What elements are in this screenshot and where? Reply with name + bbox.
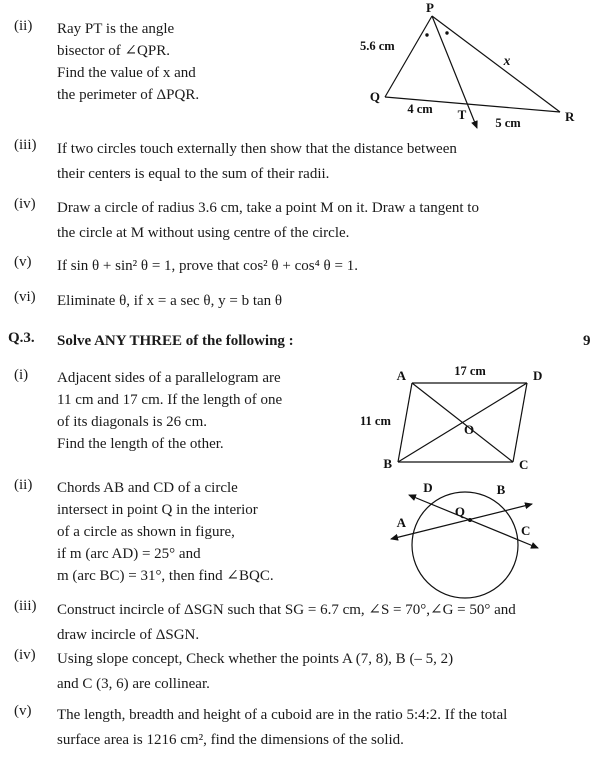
question-item-q2-iii xyxy=(0,137,606,187)
question-line: 11 cm and 17 cm. If the length of one xyxy=(57,392,283,408)
side-length-pq: 5.6 cm xyxy=(360,39,395,53)
secant-line-dc xyxy=(409,495,538,548)
point-label-q: Q xyxy=(454,504,465,519)
question-line: Chords AB and CD of a circle xyxy=(57,480,238,496)
vertex-label-t: T xyxy=(457,107,467,122)
vertex-label-q: Q xyxy=(369,89,380,104)
vertex-label-b: B xyxy=(383,456,392,471)
vertex-label-p: P xyxy=(426,0,434,15)
question-text xyxy=(57,647,606,697)
circle-chords-figure xyxy=(370,478,580,600)
question-line: Find the value of x and xyxy=(57,65,196,81)
question-heading-q3 xyxy=(0,330,606,352)
vertex-label-a: A xyxy=(396,368,406,383)
question-line: draw incircle of ΔSGN. xyxy=(57,627,200,643)
question-item-q2-vi xyxy=(0,289,606,314)
vertex-label-c: C xyxy=(519,457,529,472)
question-line: and C (3, 6) are collinear. xyxy=(57,676,210,692)
question-text xyxy=(57,137,606,187)
segment-length-tr: 5 cm xyxy=(495,116,521,130)
point-label-c: C xyxy=(521,523,531,538)
question-line: If sin θ + sin² θ = 1, prove that cos² θ + cos⁴ θ = 1. xyxy=(57,258,358,274)
question-item-q3-iv xyxy=(0,647,606,697)
angle-mark-dot xyxy=(445,31,448,34)
question-line: of its diagonals is 26 cm. xyxy=(57,414,207,430)
side-length-pr: x xyxy=(503,53,511,68)
point-label-b: B xyxy=(496,482,506,497)
question-item-q3-v xyxy=(0,703,606,753)
question-number: (ii) xyxy=(14,477,33,493)
question-item-q2-iv xyxy=(0,196,606,246)
circle-outline xyxy=(412,492,518,598)
vertex-label-r: R xyxy=(565,109,575,124)
question-number: (iii) xyxy=(14,137,37,153)
triangle-figure xyxy=(352,2,602,140)
intersection-point-q xyxy=(468,518,472,522)
question-number: (iii) xyxy=(14,598,37,614)
question-line: Draw a circle of radius 3.6 cm, take a point M on it. Draw a tangent to xyxy=(57,200,479,216)
question-text xyxy=(57,703,606,753)
question-item-q2-v xyxy=(0,254,606,279)
question-line: The length, breadth and height of a cuboid are in the ratio 5:4:2. If the total xyxy=(57,707,508,723)
question-line: intersect in point Q in the interior xyxy=(57,502,258,518)
vertex-label-d: D xyxy=(533,368,543,383)
question-line: surface area is 1216 cm², find the dimensions of the solid. xyxy=(57,732,404,748)
question-text xyxy=(57,289,606,314)
question-number: (v) xyxy=(14,254,32,270)
angle-mark-dot xyxy=(425,33,428,36)
side-length-left: 11 cm xyxy=(360,414,391,428)
question-item-q3-iii xyxy=(0,598,606,648)
question-number: (v) xyxy=(14,703,32,719)
question-line: the perimeter of ΔPQR. xyxy=(57,87,200,103)
question-line: Ray PT is the angle xyxy=(57,21,175,37)
question-line: their centers is equal to the sum of their radii. xyxy=(57,166,330,182)
parallelogram-side-ab xyxy=(398,383,412,462)
question-line: Eliminate θ, if x = a sec θ, y = b tan θ xyxy=(57,293,283,309)
question-line: m (arc BC) = 31°, then find ∠BQC. xyxy=(57,568,274,584)
point-label-d: D xyxy=(423,480,433,495)
marks-value: 9 xyxy=(583,333,591,349)
parallelogram-figure xyxy=(350,365,550,477)
question-number: (ii) xyxy=(14,18,33,34)
triangle-side-pq xyxy=(385,16,432,97)
question-number: Q.3. xyxy=(8,330,35,346)
center-label-o: O xyxy=(464,422,475,437)
segment-length-qt: 4 cm xyxy=(407,102,433,116)
question-line: Construct incircle of ΔSGN such that SG = 6.7 cm, ∠S = 70°,∠G = 50° and xyxy=(57,602,516,618)
question-line: of a circle as shown in figure, xyxy=(57,524,235,540)
side-length-top: 17 cm xyxy=(454,364,486,378)
question-line: If two circles touch externally then show that the distance between xyxy=(57,141,457,157)
question-number: (vi) xyxy=(14,289,36,305)
question-title: Solve ANY THREE of the following : xyxy=(57,333,294,349)
question-number: (iv) xyxy=(14,647,36,663)
question-line: Adjacent sides of a parallelogram are xyxy=(57,370,281,386)
diagonal-bd xyxy=(398,383,527,462)
question-text xyxy=(57,598,606,648)
question-number: (iv) xyxy=(14,196,36,212)
question-line: Find the length of the other. xyxy=(57,436,224,452)
question-line: bisector of ∠QPR. xyxy=(57,43,170,59)
question-line: if m (arc AD) = 25° and xyxy=(57,546,201,562)
parallelogram-side-dc xyxy=(513,383,527,462)
question-number: (i) xyxy=(14,367,29,383)
question-line: the circle at M without using centre of the circle. xyxy=(57,225,350,241)
question-line: Using slope concept, Check whether the points A (7, 8), B (– 5, 2) xyxy=(57,651,454,667)
point-label-a: A xyxy=(396,515,406,530)
question-text xyxy=(57,254,606,279)
question-text xyxy=(57,196,606,246)
